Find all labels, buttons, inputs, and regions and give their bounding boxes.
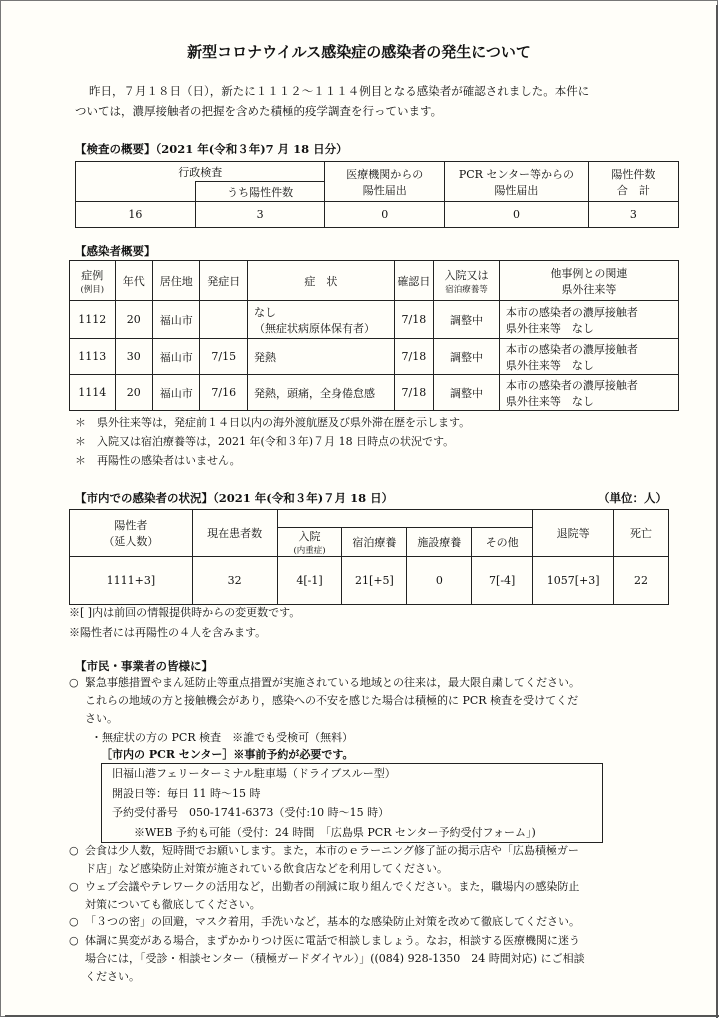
td-current: 32 (192, 557, 277, 605)
th-hospital (434, 261, 500, 301)
th-positive-line2: （延人数） (103, 535, 159, 548)
item-line: 会食は少人数，短時間でお願いします。また，本市のｅラーニング修了証の掲示店や「広島積極ガー (85, 844, 579, 857)
case-confirmed: 7/18 (394, 375, 433, 411)
case-confirmed: 7/18 (394, 301, 433, 339)
td-pcr: 0 (445, 202, 589, 228)
case-id: 1113 (70, 339, 116, 375)
th-positive-cases (70, 510, 193, 557)
td-admin: 16 (76, 202, 196, 228)
pcr-line: ・無症状の方の PCR 検査 ※誰でも受検可（無料） (91, 731, 354, 744)
note-text: 県外往来等は，発症前１４日以内の海外渡航歴及び県外滞在歴を示します。 (97, 416, 471, 429)
th-residence: 居住地 (152, 261, 200, 301)
item-line: さい。 (85, 712, 118, 725)
pcr-box-line: 開設日等：毎日 11 時～15 時 (112, 786, 261, 800)
case-hospital: 調整中 (434, 339, 500, 375)
th-other: その他 (472, 528, 533, 557)
th-admin: 行政検査 (76, 162, 325, 182)
case-age: 30 (115, 339, 152, 375)
pcr-center-box (101, 763, 603, 843)
case-relation (499, 375, 678, 411)
pcr-box-line: 旧福山港フェリーターミナル駐車場（ドライブスルー型） (112, 767, 396, 780)
item-line: 緊急事態措置やまん延防止等重点措置が実施されている地域との往来は，最大限自粛してください。 (85, 676, 580, 689)
note-mark: ＊ (75, 454, 86, 467)
th-total-line2: 合 計 (616, 183, 650, 197)
th-relation-line2: 県外往来等 (561, 282, 617, 296)
intro-line-2: ついては，濃厚接触者の把握を含めた積極的疫学調査を行っています。 (75, 104, 443, 118)
case-residence: 福山市 (152, 375, 200, 411)
status-note: ※[ ]内は前回の情報提供時からの変更数です。 (69, 606, 301, 619)
case-age: 20 (115, 301, 152, 339)
case-hospital: 調整中 (434, 375, 500, 411)
td-medical: 0 (325, 202, 445, 228)
item-line: 「３つの密」の回避，マスク着用，手洗いなど，基本的な感染防止対策を改めて徹底してください。 (85, 915, 580, 928)
item-line: ド店」など感染防止対策が施されている飲食店などを利用してください。 (85, 862, 448, 875)
case-id: 1112 (70, 301, 116, 339)
case-symptoms (248, 301, 395, 339)
case-row (70, 339, 679, 375)
cases-note (75, 451, 470, 470)
th-death: 死亡 (614, 510, 669, 557)
pcr-center-label: ［市内の PCR センター］※事前予約が必要です。 (101, 748, 354, 761)
case-confirmed: 7/18 (394, 339, 433, 375)
th-case-line2: (例目) (80, 284, 105, 295)
td-positive: 3 (195, 202, 325, 228)
case-relation-line2: 県外往来等 なし (505, 321, 594, 335)
document-title: 新型コロナウイルス感染症の感染者の発生について (187, 43, 531, 61)
cases-notes (75, 413, 470, 470)
th-positive: うち陽性件数 (195, 182, 325, 202)
th-relation-line1: 他事例との関連 (550, 266, 628, 280)
status-heading: 【市内での感染者の状況】（2021 年(令和３年)７月 18 日） (75, 491, 394, 505)
th-medical-line1: 医療機関からの (346, 167, 424, 181)
test-summary-table (75, 161, 679, 228)
pcr-box-line: ※WEB 予約も可能（受付：24 時間 「広島県 PCR センター予約受付フォーム」) (112, 825, 536, 839)
th-facility: 施設療養 (407, 528, 472, 557)
case-relation-line2: 県外往来等 なし (505, 358, 594, 372)
note-mark: ＊ (75, 435, 86, 448)
cases-heading: 【感染者概要】 (75, 244, 156, 258)
th-current: 現在患者数 (192, 510, 277, 557)
th-hosp (277, 528, 342, 557)
status-table (69, 509, 669, 605)
th-relation (499, 261, 678, 301)
case-relation-line1: 本市の感染者の濃厚接触者 (505, 342, 638, 356)
item-line: ください。 (85, 970, 140, 983)
th-positive-line1: 陽性者 (114, 519, 148, 532)
th-medical-line2: 陽性届出 (362, 183, 407, 197)
circle-bullet-icon: ○ (69, 915, 79, 928)
th-age: 年代 (115, 261, 152, 301)
status-note: ※陽性者には再陽性の４人を含みます。 (69, 626, 267, 639)
case-symptoms: 発熱，頭痛，全身倦怠感 (248, 375, 395, 411)
th-onset: 発症日 (200, 261, 248, 301)
th-total-line1: 陽性件数 (611, 167, 656, 181)
th-total (588, 162, 678, 202)
td-facility: 0 (407, 557, 472, 605)
th-discharged: 退院等 (533, 510, 614, 557)
intro-line-1: 昨日，７月１８日（日），新たに１１１２～１１１４例目となる感染者が確認されました。本件に (89, 84, 590, 98)
citizens-item (69, 913, 665, 931)
status-notes (69, 603, 300, 643)
item-line: 体調に異変がある場合，まずかかりつけ医に電話で相談しましょう。なお，相談する医療機関に迷う (85, 934, 580, 947)
circle-bullet-icon: ○ (69, 676, 79, 689)
th-confirmed: 確認日 (394, 261, 433, 301)
case-relation-line1: 本市の感染者の濃厚接触者 (505, 305, 638, 319)
circle-bullet-icon: ○ (69, 880, 79, 893)
page-shadow-bottom (5, 1015, 719, 1017)
circle-bullet-icon: ○ (69, 934, 79, 947)
case-relation-line2: 県外往来等 なし (505, 394, 594, 408)
case-relation (499, 301, 678, 339)
page-shadow-right (716, 5, 718, 1018)
note-text: 再陽性の感染者はいません。 (97, 454, 241, 467)
cases-table (69, 260, 679, 411)
citizens-item (69, 878, 665, 914)
th-pcr-line1: PCR センター等からの (458, 167, 575, 181)
case-onset: 7/15 (200, 339, 248, 375)
th-hospital-line1: 入院又は (444, 268, 489, 282)
circle-bullet-icon: ○ (69, 844, 79, 857)
note-text: 入院又は宿泊療養等は，2021 年(令和３年)７月 18 日時点の状況です。 (97, 435, 455, 448)
th-hotel: 宿泊療養 (342, 528, 407, 557)
th-hospital-line2: 宿泊療養等 (445, 284, 488, 295)
citizens-item (69, 842, 665, 878)
th-hosp-line1: 入院 (298, 530, 321, 543)
case-onset (200, 301, 248, 339)
td-total: 3 (588, 202, 678, 228)
case-row (70, 301, 679, 339)
citizens-heading: 【市民・事業者の皆様に】 (75, 659, 213, 673)
note-mark: ＊ (75, 416, 86, 429)
item-line: これらの地域の方と接触機会があり，感染への不安を感じた場合は積極的に PCR 検査を受けてくだ (85, 694, 579, 707)
th-admin-spacer (76, 182, 196, 202)
pcr-box-line: 予約受付番号 050-1741-6373（受付:10 時～15 時） (112, 806, 390, 819)
citizens-item (69, 932, 665, 986)
td-positive-cases: 1111+3] (70, 557, 193, 605)
case-symptoms: 発熱 (248, 339, 395, 375)
th-pcr-line2: 陽性届出 (494, 183, 539, 197)
item-line: 対策についても徹底してください。 (85, 898, 261, 911)
cases-note (75, 432, 470, 451)
td-death: 22 (614, 557, 669, 605)
item-line: 場合には，「受診・相談センター（積極ガードダイヤル）」((084) 928-1350 24 時間対応) にご相談 (85, 952, 585, 965)
case-relation-line1: 本市の感染者の濃厚接触者 (505, 378, 638, 392)
case-symptoms-line1: なし (254, 305, 276, 319)
case-residence: 福山市 (152, 339, 200, 375)
status-unit: （単位：人） (598, 491, 667, 505)
td-other: 7[-4] (472, 557, 533, 605)
citizens-item (69, 674, 665, 728)
case-residence: 福山市 (152, 301, 200, 339)
th-current-breakdown (277, 510, 533, 528)
th-pcr (445, 162, 589, 202)
th-medical (325, 162, 445, 202)
case-relation (499, 339, 678, 375)
th-hosp-line2: (内重症) (293, 546, 326, 556)
test-summary-heading: 【検査の概要】（2021 年(令和３年)7 月 18 日分） (75, 142, 348, 156)
case-age: 20 (115, 375, 152, 411)
td-discharged: 1057[+3] (533, 557, 614, 605)
case-onset: 7/16 (200, 375, 248, 411)
td-hotel: 21[+5] (342, 557, 407, 605)
th-case (70, 261, 116, 301)
item-line: ウェブ会議やテレワークの活用など，出勤者の削減に取り組んでください。また，職場内の感染防止 (85, 880, 580, 893)
cases-note (75, 413, 470, 432)
intro-paragraph (75, 81, 665, 121)
case-id: 1114 (70, 375, 116, 411)
case-hospital: 調整中 (434, 301, 500, 339)
th-symptoms: 症 状 (248, 261, 395, 301)
td-hosp: 4[-1] (277, 557, 342, 605)
case-symptoms-line2: （無症状病原体保有者） (254, 321, 375, 335)
case-row (70, 375, 679, 411)
th-case-line1: 症例 (81, 268, 104, 282)
